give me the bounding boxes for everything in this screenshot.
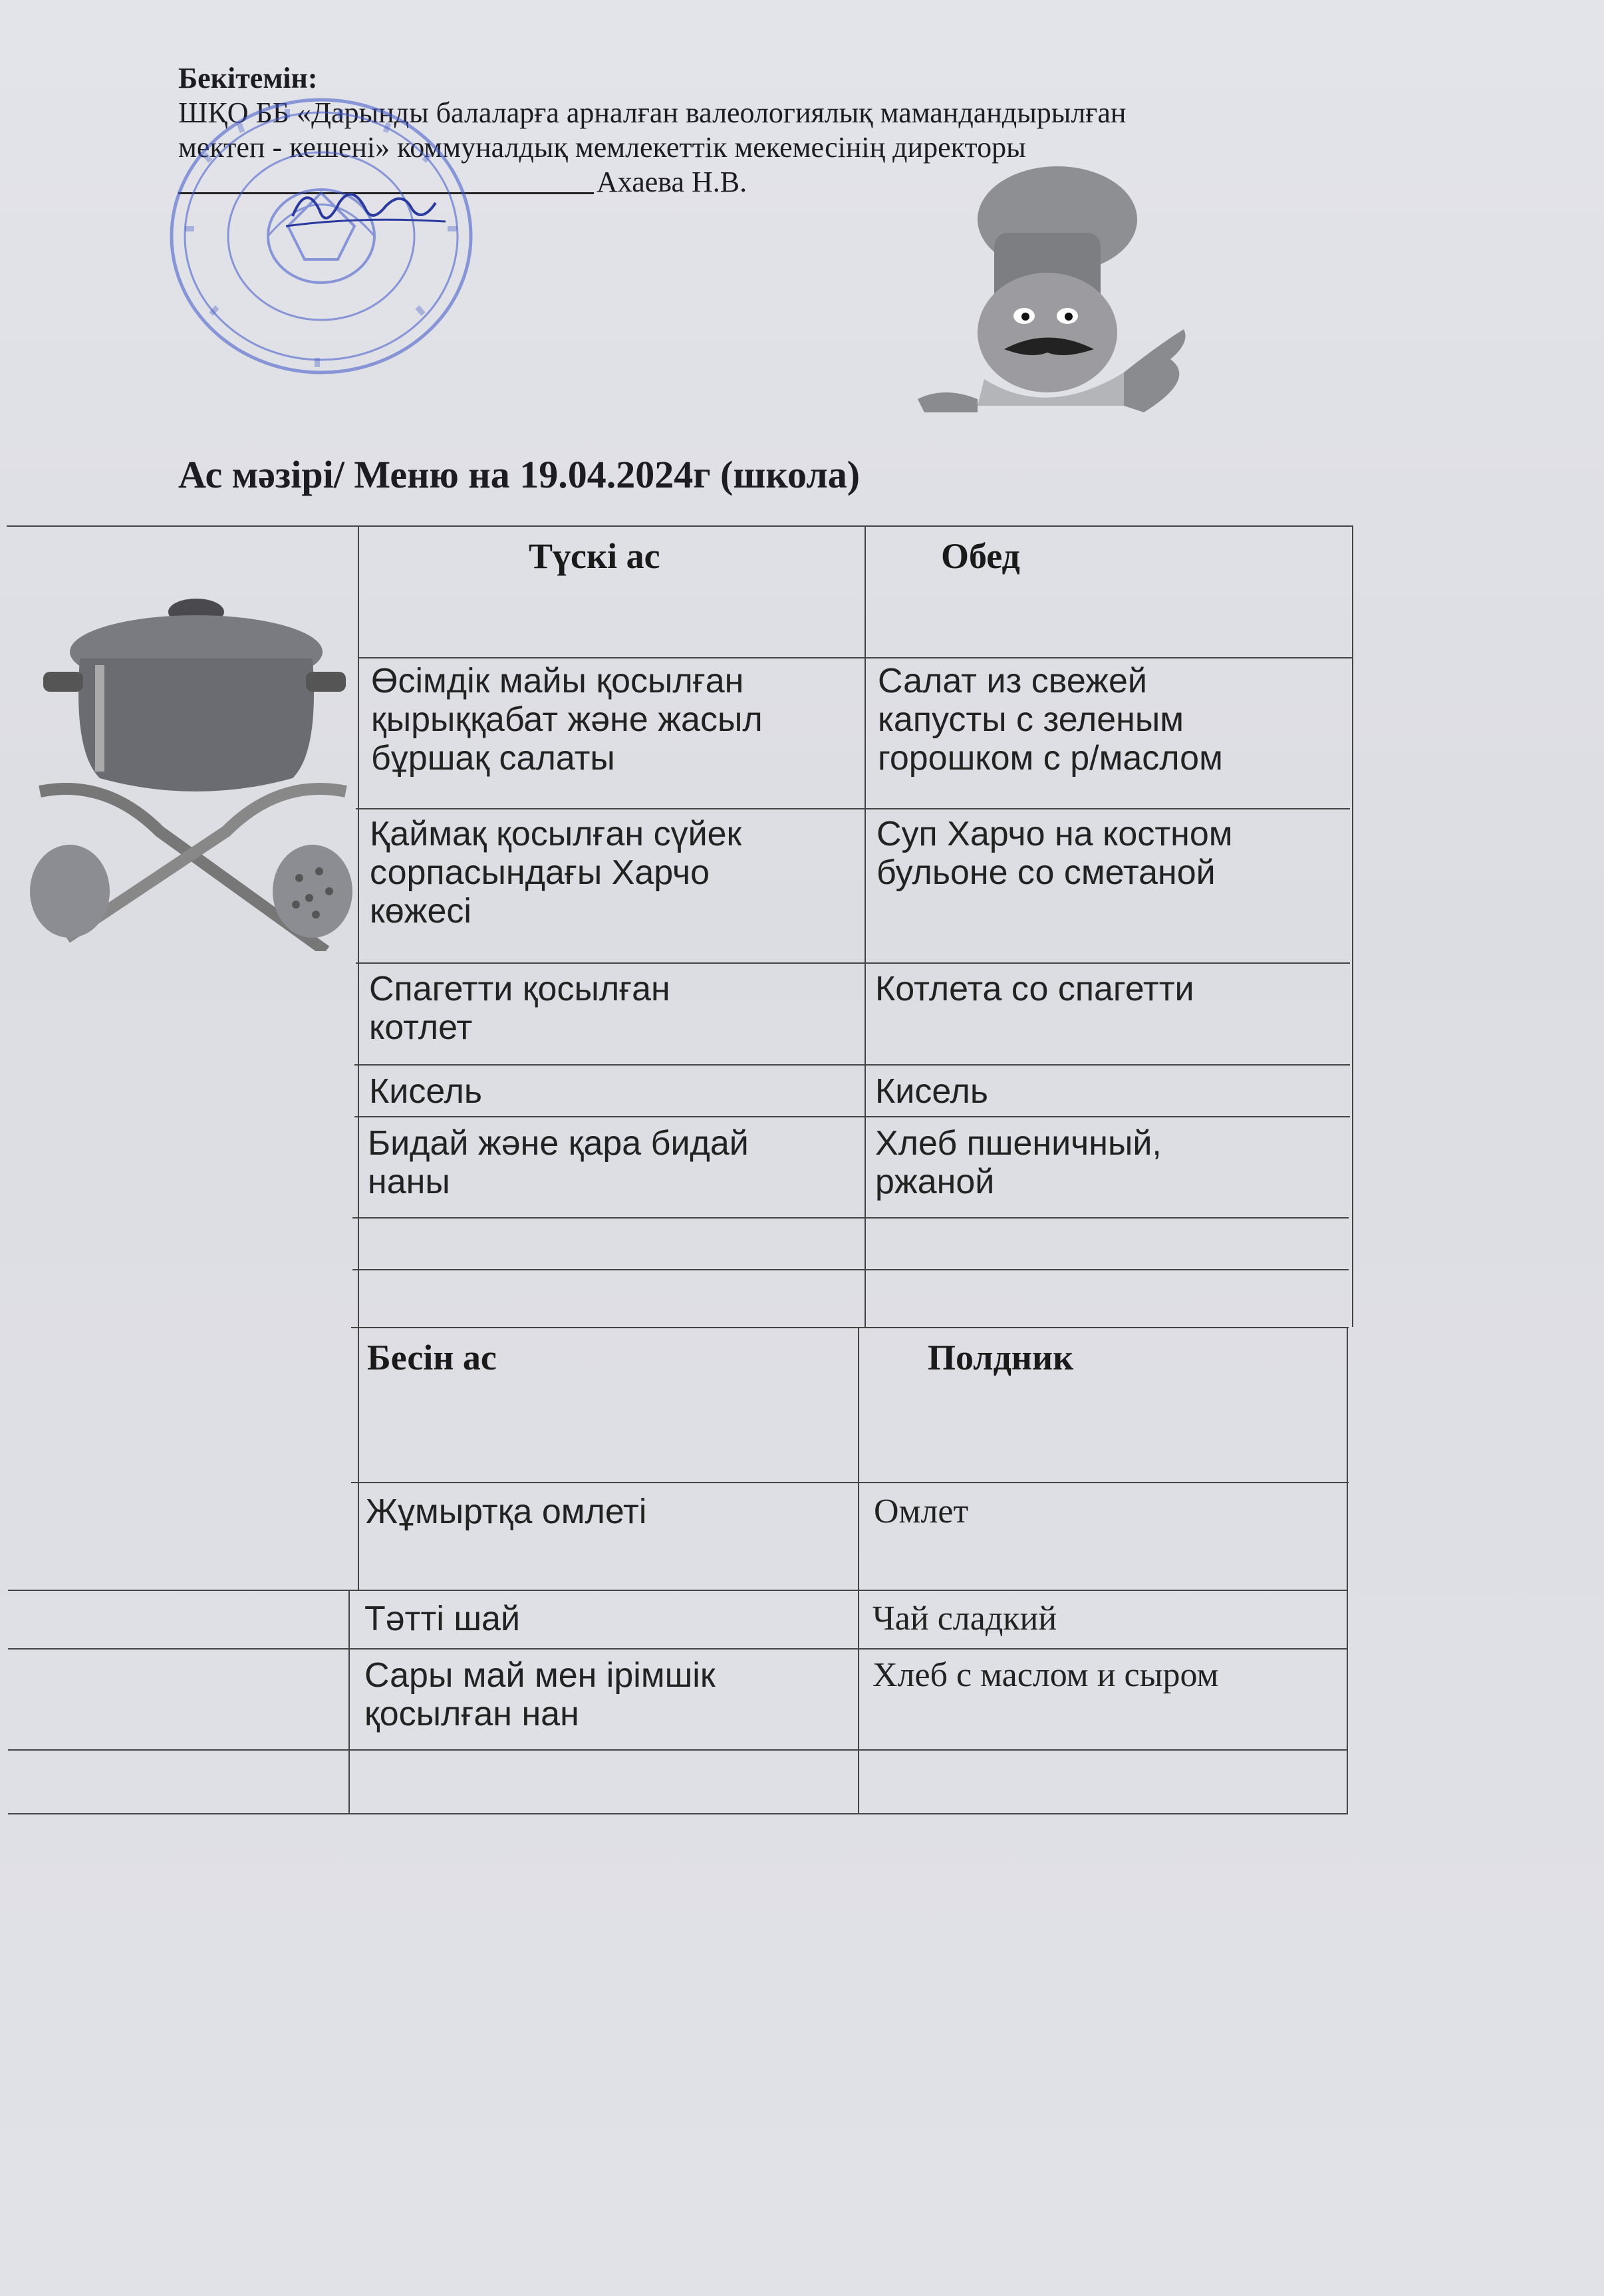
chef-illustration xyxy=(904,160,1250,439)
lunch-row-4-kz: Кисель xyxy=(369,1072,482,1111)
approval-org-line1: ШҚО ББ «Дарынды балаларға арналған валеологиялық мамандандырылған xyxy=(178,96,1127,129)
lunch-row-4-ru: Кисель xyxy=(875,1072,988,1111)
snack-row-1-ru: Омлет xyxy=(874,1493,969,1530)
lunch-header-ru: Обед xyxy=(941,536,1020,576)
lunch-row-2-ru: Суп Харчо на костном бульоне со сметаной xyxy=(876,815,1233,892)
lunch-row-3-ru: Котлета со спагетти xyxy=(875,970,1194,1008)
lunch-row-1-ru: Салат из свежей капусты с зеленым горошком с р/маслом xyxy=(878,662,1223,778)
lunch-row-3-kz: Спагетти қосылған котлет xyxy=(369,970,670,1047)
snack-row-3-ru: Хлеб с маслом и сыром xyxy=(872,1656,1219,1694)
lunch-header-kz: Түскі ас xyxy=(529,536,660,576)
lunch-row-5-ru: Хлеб пшеничный, ржаной xyxy=(875,1124,1162,1201)
snack-header-ru: Полдник xyxy=(928,1338,1074,1377)
page-title: Ас мәзірі/ Меню на 19.04.2024г (школа) xyxy=(178,453,861,496)
director-signature xyxy=(279,170,452,249)
lunch-row-5-kz: Бидай және қара бидай наны xyxy=(368,1124,749,1201)
director-name: Ахаева Н.В. xyxy=(597,166,747,198)
approval-label: Бекітемін: xyxy=(178,62,318,94)
approval-org-line2: мектеп - кешені» коммуналдық мемлекеттік мекемесінің директоры xyxy=(178,131,1026,164)
snack-row-2-kz: Тәтті шай xyxy=(364,1600,520,1638)
snack-row-2-ru: Чай сладкий xyxy=(872,1600,1057,1638)
snack-row-3-kz: Сары май мен ірімшік қосылған нан xyxy=(364,1656,716,1733)
snack-row-1-kz: Жұмыртқа омлеті xyxy=(366,1493,647,1531)
pot-and-ladles-illustration xyxy=(27,579,359,951)
snack-header-kz: Бесін ас xyxy=(367,1338,497,1377)
lunch-row-2-kz: Қаймақ қосылған сүйек сорпасындағы Харчо көжесі xyxy=(370,815,742,931)
lunch-row-1-kz: Өсімдік майы қосылған қырыққабат және жасыл бұршақ салаты xyxy=(371,662,763,778)
